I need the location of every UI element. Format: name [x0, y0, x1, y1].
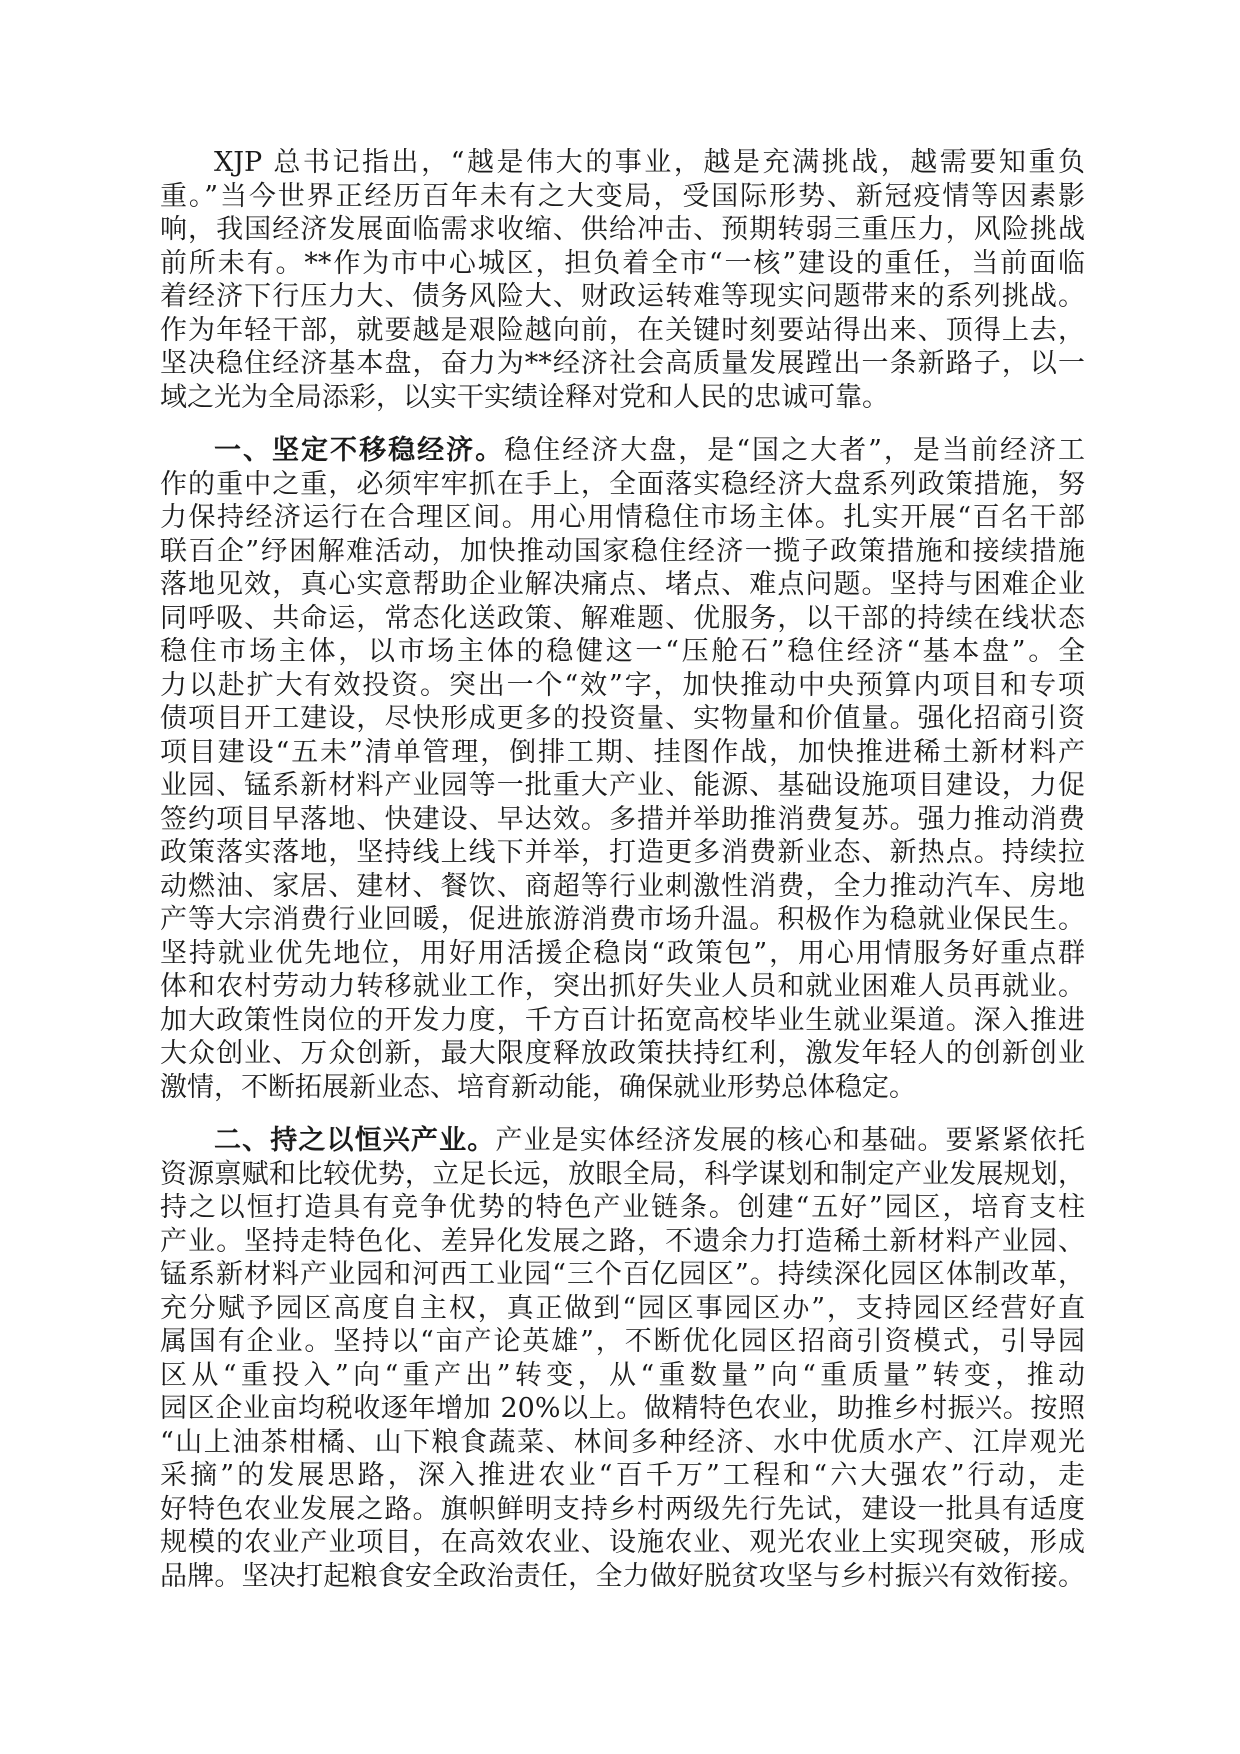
paragraph-line: 产等大宗消费行业回暖，促进旅游消费市场升温。积极作为稳就业保民生。: [160, 904, 1085, 935]
paragraph-line: 作为年轻干部，就要越是艰险越向前，在关键时刻要站得出来、顶得上去，: [160, 314, 1085, 346]
paragraph-line: 业园、锰系新材料产业园等一批重大产业、能源、基础设施项目建设，力促: [160, 770, 1085, 801]
paragraph-first-line: [160, 434, 1085, 468]
paragraph-section-1: [160, 434, 1085, 1104]
paragraph-line: 联百企”纾困解难活动，加快推动国家稳住经济一揽子政策措施和接续措施: [160, 535, 1085, 567]
paragraph-line: 采摘”的发展思路，深入推进农业“百千万”工程和“六大强农”行动，走: [160, 1460, 1085, 1491]
paragraph-line: 着经济下行压力大、债务风险大、财政运转难等现实问题带来的系列挑战。: [160, 281, 1085, 312]
paragraph-line: 作的重中之重，必须牢牢抓在手上，全面落实稳经济大盘系列政策措施，努: [160, 468, 1085, 500]
paragraph-line: 体和农村劳动力转移就业工作，突出抓好失业人员和就业困难人员再就业。: [160, 971, 1085, 1002]
paragraph-line: 域之光为全局添彩，以实干实绩诠释对党和人民的忠诚可靠。: [160, 381, 889, 413]
paragraph-line: 重。”当今世界正经历百年未有之大变局，受国际形势、新冠疫情等因素影: [160, 180, 1085, 212]
paragraph-line: 落地见效，真心实意帮助企业解决痛点、堵点、难点问题。坚持与困难企业: [160, 569, 1085, 600]
paragraph-first-line: [160, 1124, 1085, 1158]
paragraph-line: 稳住市场主体，以市场主体的稳健这一“压舱石”稳住经济“基本盘”。全: [160, 636, 1085, 667]
paragraph-line: 属国有企业。坚持以“亩产论英雄”，不断优化园区招商引资模式，引导园: [160, 1326, 1085, 1357]
paragraph-line: 力以赴扩大有效投资。突出一个“效”字，加快推动中央预算内项目和专项: [160, 669, 1085, 701]
paragraph-line: 产业。坚持走特色化、差异化发展之路，不遗余力打造稀土新材料产业园、: [160, 1225, 1085, 1257]
paragraph-line: 响，我国经济发展面临需求收缩、供给冲击、预期转弱三重压力，风险挑战: [160, 214, 1085, 245]
paragraph-line: 动燃油、家居、建材、餐饮、商超等行业刺激性消费，全力推动汽车、房地: [160, 870, 1085, 902]
paragraph-line: 项目建设“五未”清单管理，倒排工期、挂图作战，加快推进稀土新材料产: [160, 736, 1085, 768]
paragraph-line: 好特色农业发展之路。旗帜鲜明支持乡村两级先行先试，建设一批具有适度: [160, 1493, 1085, 1525]
paragraph-line: 锰系新材料产业园和河西工业园“三个百亿园区”。持续深化园区体制改革，: [160, 1259, 1085, 1290]
section-heading: 二、持之以恒兴产业。: [214, 1125, 496, 1156]
document-body: [160, 146, 1085, 1613]
section-heading: 一、坚定不移稳经济。: [214, 435, 505, 466]
paragraph-line: XJP 总书记指出，“越是伟大的事业，越是充满挑战，越需要知重负: [214, 147, 1085, 178]
paragraph-line: 坚持就业优先地位，用好用活援企稳岗“政策包”，用心用情服务好重点群: [160, 937, 1085, 969]
paragraph-line: 激情，不断拓展新业态、培育新动能，确保就业形势总体稳定。: [160, 1071, 916, 1103]
paragraph-line-text: 产业是实体经济发展的核心和基础。要紧紧依托: [495, 1125, 1086, 1156]
paragraph-line: 签约项目早落地、快建设、早达效。多措并举助推消费复苏。强力推动消费: [160, 803, 1085, 835]
paragraph-section-2: [160, 1124, 1085, 1593]
paragraph-line: 坚决稳住经济基本盘，奋力为**经济社会高质量发展蹚出一条新路子，以一: [160, 348, 1085, 379]
paragraph-line: 规模的农业产业项目，在高效农业、设施农业、观光农业上实现突破，形成: [160, 1527, 1085, 1558]
paragraph-intro: [160, 146, 1085, 414]
paragraph-line: 园区企业亩均税收逐年增加 20%以上。做精特色农业，助推乡村振兴。按照: [160, 1393, 1085, 1424]
paragraph-line: 持之以恒打造具有竞争优势的特色产业链条。创建“五好”园区，培育支柱: [160, 1192, 1085, 1223]
paragraph-line: 大众创业、万众创新，最大限度释放政策扶持红利，激发年轻人的创新创业: [160, 1038, 1085, 1069]
paragraph-line: 力保持经济运行在合理区间。用心用情稳住市场主体。扎实开展“百名干部: [160, 502, 1085, 533]
paragraph-line: 资源禀赋和比较优势，立足长远，放眼全局，科学谋划和制定产业发展规划，: [160, 1158, 1085, 1190]
paragraph-line: 前所未有。**作为市中心城区，担负着全市“一核”建设的重任，当前面临: [160, 247, 1085, 279]
paragraph-line-text: 稳住经济大盘，是“国之大者”，是当前经济工: [504, 435, 1086, 466]
paragraph-line: 同呼吸、共命运，常态化送政策、解难题、优服务，以干部的持续在线状态: [160, 602, 1085, 634]
paragraph-line: 债项目开工建设，尽快形成更多的投资量、实物量和价值量。强化招商引资: [160, 703, 1085, 734]
paragraph-line: 政策落实落地，坚持线上线下并举，打造更多消费新业态、新热点。持续拉: [160, 837, 1085, 868]
paragraph-line: 品牌。坚决打起粮食安全政治责任，全力做好脱贫攻坚与乡村振兴有效衔接。: [160, 1560, 1085, 1592]
paragraph-line: 充分赋予园区高度自主权，真正做到“园区事园区办”，支持园区经营好直: [160, 1292, 1085, 1324]
paragraph-line: 加大政策性岗位的开发力度，千方百计拓宽高校毕业生就业渠道。深入推进: [160, 1004, 1085, 1036]
paragraph-line: “山上油茶柑橘、山下粮食蔬菜、林间多种经济、水中优质水产、江岸观光: [160, 1426, 1085, 1458]
paragraph-line: 区从“重投入”向“重产出”转变，从“重数量”向“重质量”转变，推动: [160, 1359, 1085, 1391]
